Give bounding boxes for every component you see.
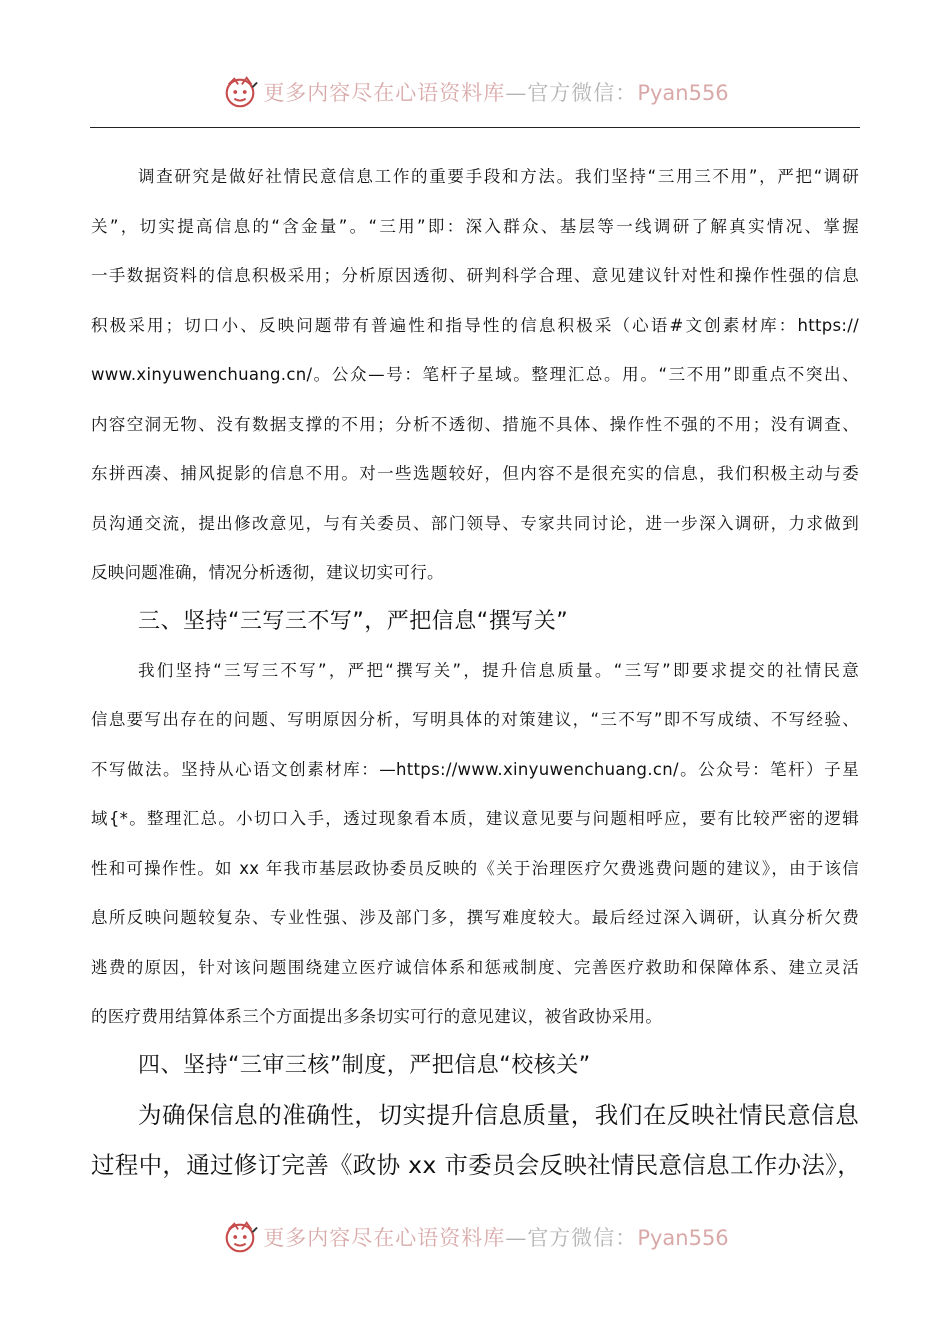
- text-line: 的医疗费用结算体系三个方面提出多条切实可行的意见建议，被省政协采用。: [91, 1007, 663, 1026]
- banner-wechat-id: Pyan556: [637, 1226, 729, 1250]
- text-line: 我们坚持“三写三不写”，严把“撰写关”，提升信息质量。“三写”即要求提交的社情民意: [138, 660, 859, 680]
- header-banner: [0, 70, 950, 114]
- banner-dash: —: [505, 1226, 528, 1250]
- text-line: 关”，切实提高信息的“含金量”。“三用”即：深入群众、基层等一线调研了解真实情况、掌握: [91, 216, 859, 236]
- text-line: 逃费的原因，针对该问题围绕建立医疗诚信体系和惩戒制度、完善医疗救助和保障体系、建立灵活: [91, 957, 859, 977]
- banner-brand: 更多内容尽在心语资料库: [263, 1226, 506, 1250]
- banner-wechat-id: Pyan556: [637, 81, 729, 105]
- banner-wechat-label: 官方微信：: [527, 1226, 638, 1250]
- text-line: 东拼西凑、捕风捉影的信息不用。对一些选题较好，但内容不是很充实的信息，我们积极主动与委: [91, 464, 859, 483]
- banner-text: [263, 1222, 728, 1252]
- text-line: 性和可操作性。如 xx 年我市基层政协委员反映的《关于治理医疗欠费逃费问题的建议》，由于该信: [91, 858, 859, 878]
- banner-dash: —: [505, 81, 528, 105]
- banner-wechat-label: 官方微信：: [527, 81, 638, 105]
- text-line: 积极采用；切口小、反映问题带有普遍性和指导性的信息积极采（心语#文创素材库：https://: [91, 315, 859, 335]
- text-line: 信息要写出存在的问题、写明原因分析，写明具体的对策建议，“三不写”即不写成绩、不写经验、: [91, 710, 859, 729]
- paragraph-writing: [91, 646, 859, 1042]
- header-divider: [90, 127, 860, 128]
- paragraph-survey: [91, 152, 859, 598]
- text-line: 为确保信息的准确性，切实提升信息质量，我们在反映社情民意信息: [138, 1100, 859, 1129]
- mascot-logo-icon: [221, 1218, 259, 1256]
- document-body: [91, 152, 862, 1190]
- text-line: 调查研究是做好社情民意信息工作的重要手段和方法。我们坚持“三用三不用”，严把“调研: [138, 167, 859, 186]
- section-heading-3: 三、坚持“三写三不写”，严把信息“撰写关”: [138, 608, 569, 634]
- text-line: 域{*。整理汇总。小切口入手，透过现象看本质，建议意见要与问题相呼应，要有比较严密的逻辑: [91, 809, 859, 828]
- mascot-logo-icon: [221, 73, 259, 111]
- text-line: 过程中，通过修订完善《政协 xx 市委员会反映社情民意信息工作办法》，: [91, 1150, 862, 1179]
- paragraph-verification: [91, 1090, 862, 1190]
- banner-brand: 更多内容尽在心语资料库: [263, 81, 506, 105]
- text-line: www.xinyuwenchuang.cn/。公众—号：笔杆子星域。整理汇总。用。“三不用”即重点不突出、: [91, 365, 859, 384]
- banner-text: [263, 77, 728, 107]
- text-line: 员沟通交流，提出修改意见，与有关委员、部门领导、专家共同讨论，进一步深入调研，力求做到: [91, 513, 859, 533]
- text-line: 反映问题准确，情况分析透彻，建议切实可行。: [91, 563, 444, 582]
- section-heading-4: 四、坚持“三审三核”制度，严把信息“校核关”: [138, 1052, 591, 1078]
- footer-banner: [0, 1215, 950, 1259]
- text-line: 息所反映问题较复杂、专业性强、涉及部门多，撰写难度较大。最后经过深入调研，认真分析欠费: [91, 908, 859, 927]
- text-line: 不写做法。坚持从心语文创素材库：—https://www.xinyuwenchuang.cn/。公众号：笔杆）子星: [91, 759, 859, 779]
- text-line: 一手数据资料的信息积极采用；分析原因透彻、研判科学合理、意见建议针对性和操作性强的信息: [91, 266, 859, 285]
- text-line: 内容空洞无物、没有数据支撑的不用；分析不透彻、措施不具体、操作性不强的不用；没有调查、: [91, 414, 859, 434]
